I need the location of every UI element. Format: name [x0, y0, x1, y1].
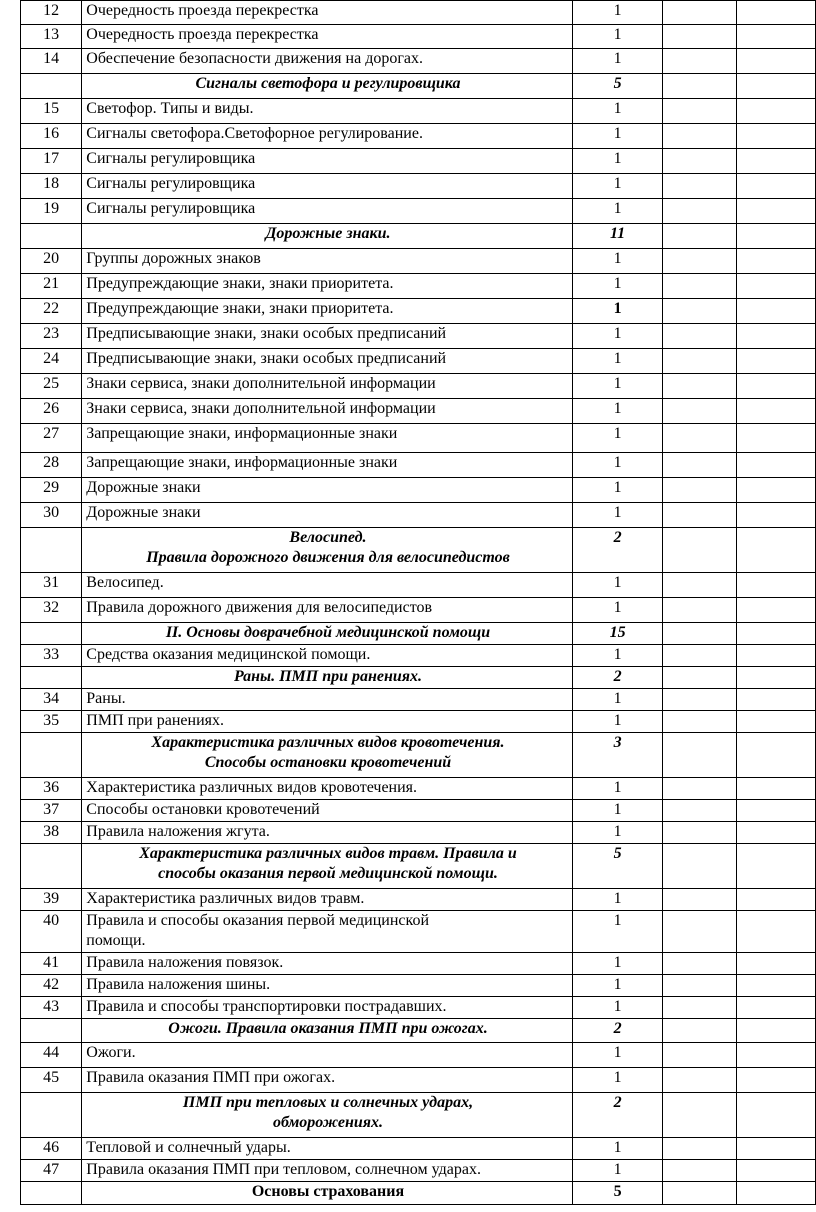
- empty-cell: [737, 503, 816, 528]
- empty-cell: [737, 889, 816, 911]
- empty-cell: [737, 274, 816, 299]
- lesson-title: Знаки сервиса, знаки дополнительной информации: [82, 374, 572, 399]
- lesson-number: 29: [21, 478, 82, 503]
- empty-cell: [737, 689, 816, 711]
- hours-count: 1: [572, 249, 663, 274]
- empty-cell: [737, 174, 816, 199]
- hours-count: 1: [572, 711, 663, 733]
- empty-cell: [663, 199, 737, 224]
- hours-count: 1: [572, 911, 663, 953]
- empty-cell: [663, 374, 737, 399]
- empty-cell: [663, 25, 737, 49]
- table-row: [21, 453, 816, 478]
- section-row: [21, 667, 816, 689]
- empty-cell: [737, 800, 816, 822]
- hours-count: 1: [572, 778, 663, 800]
- empty-cell: [663, 1068, 737, 1093]
- table-body: [21, 1, 816, 1205]
- lesson-number: 39: [21, 889, 82, 911]
- hours-count: 2: [572, 1019, 663, 1043]
- hours-count: 1: [572, 99, 663, 124]
- empty-cell: [737, 844, 816, 889]
- empty-cell: [737, 623, 816, 645]
- table-row: [21, 1068, 816, 1093]
- lesson-plan-document: [20, 0, 816, 1205]
- hours-count: 15: [572, 623, 663, 645]
- section-row: [21, 844, 816, 889]
- empty-cell: [663, 149, 737, 174]
- lesson-title: Группы дорожных знаков: [82, 249, 572, 274]
- lesson-title: Предупреждающие знаки, знаки приоритета.: [82, 299, 572, 324]
- hours-count: 1: [572, 598, 663, 623]
- empty-cell: [737, 74, 816, 99]
- table-row: [21, 478, 816, 503]
- lesson-number: 17: [21, 149, 82, 174]
- lesson-number: 16: [21, 124, 82, 149]
- empty-cell: [663, 174, 737, 199]
- section-title: Характеристика различных видов кровотечения. Способы остановки кровотечений: [82, 733, 572, 778]
- section-title: Раны. ПМП при ранениях.: [82, 667, 572, 689]
- table-row: [21, 689, 816, 711]
- hours-count: 1: [572, 1138, 663, 1160]
- lesson-title: Дорожные знаки: [82, 503, 572, 528]
- empty-cell: [737, 299, 816, 324]
- table-row: [21, 911, 816, 953]
- empty-cell: [737, 1182, 816, 1205]
- empty-cell: [663, 503, 737, 528]
- empty-cell: [663, 1182, 737, 1205]
- lesson-number: 38: [21, 822, 82, 844]
- table-row: [21, 424, 816, 453]
- empty-cell: [737, 199, 816, 224]
- table-row: [21, 1043, 816, 1068]
- empty-cell: [737, 528, 816, 573]
- table-row: [21, 374, 816, 399]
- empty-cell: [737, 1138, 816, 1160]
- hours-count: 2: [572, 1093, 663, 1138]
- empty-cell: [737, 911, 816, 953]
- lesson-number: 40: [21, 911, 82, 953]
- empty-cell: [663, 822, 737, 844]
- hours-count: 1: [572, 274, 663, 299]
- lesson-number: 14: [21, 49, 82, 74]
- hours-count: 1: [572, 503, 663, 528]
- lesson-number: [21, 623, 82, 645]
- lesson-title: Сигналы регулировщика: [82, 199, 572, 224]
- empty-cell: [737, 1, 816, 25]
- table-row: [21, 800, 816, 822]
- empty-cell: [663, 324, 737, 349]
- hours-count: 11: [572, 224, 663, 249]
- table-row: [21, 249, 816, 274]
- lesson-number: 44: [21, 1043, 82, 1068]
- table-row: [21, 711, 816, 733]
- section-row: [21, 224, 816, 249]
- empty-cell: [663, 299, 737, 324]
- lesson-number: 37: [21, 800, 82, 822]
- hours-count: 1: [572, 953, 663, 975]
- section-title: II. Основы доврачебной медицинской помощи: [82, 623, 572, 645]
- table-row: [21, 1138, 816, 1160]
- empty-cell: [663, 1138, 737, 1160]
- lesson-number: 19: [21, 199, 82, 224]
- section-row: [21, 733, 816, 778]
- lesson-title: Средства оказания медицинской помощи.: [82, 645, 572, 667]
- hours-count: 1: [572, 299, 663, 324]
- empty-cell: [663, 889, 737, 911]
- lesson-plan-table: [20, 0, 816, 1205]
- table-row: [21, 274, 816, 299]
- empty-cell: [737, 645, 816, 667]
- lesson-title: Способы остановки кровотечений: [82, 800, 572, 822]
- empty-cell: [663, 645, 737, 667]
- hours-count: 1: [572, 573, 663, 598]
- hours-count: 1: [572, 997, 663, 1019]
- table-row: [21, 174, 816, 199]
- table-row: [21, 503, 816, 528]
- lesson-number: 23: [21, 324, 82, 349]
- hours-count: 5: [572, 844, 663, 889]
- lesson-title: Предупреждающие знаки, знаки приоритета.: [82, 274, 572, 299]
- lesson-number: [21, 1019, 82, 1043]
- lesson-title: Запрещающие знаки, информационные знаки: [82, 453, 572, 478]
- hours-count: 1: [572, 478, 663, 503]
- lesson-title: Сигналы регулировщика: [82, 174, 572, 199]
- empty-cell: [737, 249, 816, 274]
- empty-cell: [663, 1093, 737, 1138]
- section-title: Характеристика различных видов травм. Правила и способы оказания первой медицинской помощи.: [82, 844, 572, 889]
- empty-cell: [737, 399, 816, 424]
- lesson-number: [21, 74, 82, 99]
- empty-cell: [737, 424, 816, 453]
- table-row: [21, 324, 816, 349]
- table-row: [21, 124, 816, 149]
- lesson-title: Знаки сервиса, знаки дополнительной информации: [82, 399, 572, 424]
- empty-cell: [737, 25, 816, 49]
- empty-cell: [737, 667, 816, 689]
- empty-cell: [737, 453, 816, 478]
- lesson-number: 18: [21, 174, 82, 199]
- hours-count: 3: [572, 733, 663, 778]
- table-row: [21, 299, 816, 324]
- empty-cell: [737, 573, 816, 598]
- lesson-title: ПМП при ранениях.: [82, 711, 572, 733]
- lesson-title: Правила оказания ПМП при тепловом, солнечном ударах.: [82, 1160, 572, 1182]
- empty-cell: [737, 1043, 816, 1068]
- lesson-title: Правила наложения шины.: [82, 975, 572, 997]
- empty-cell: [663, 598, 737, 623]
- table-row: [21, 49, 816, 74]
- lesson-number: [21, 1093, 82, 1138]
- hours-count: 1: [572, 399, 663, 424]
- table-row: [21, 822, 816, 844]
- hours-count: 1: [572, 800, 663, 822]
- hours-count: 1: [572, 689, 663, 711]
- empty-cell: [737, 49, 816, 74]
- hours-count: 1: [572, 149, 663, 174]
- lesson-number: [21, 844, 82, 889]
- empty-cell: [737, 1093, 816, 1138]
- lesson-number: 45: [21, 1068, 82, 1093]
- lesson-title: Дорожные знаки: [82, 478, 572, 503]
- lesson-title: Предписывающие знаки, знаки особых предписаний: [82, 349, 572, 374]
- hours-count: 1: [572, 1043, 663, 1068]
- empty-cell: [663, 274, 737, 299]
- table-row: [21, 99, 816, 124]
- empty-cell: [663, 478, 737, 503]
- empty-cell: [737, 1019, 816, 1043]
- table-row: [21, 598, 816, 623]
- empty-cell: [737, 1068, 816, 1093]
- lesson-title: Очередность проезда перекрестка: [82, 25, 572, 49]
- lesson-number: 27: [21, 424, 82, 453]
- lesson-title: Правила дорожного движения для велосипедистов: [82, 598, 572, 623]
- lesson-number: 20: [21, 249, 82, 274]
- lesson-number: 22: [21, 299, 82, 324]
- empty-cell: [737, 374, 816, 399]
- empty-cell: [663, 124, 737, 149]
- empty-cell: [663, 349, 737, 374]
- hours-count: 1: [572, 889, 663, 911]
- lesson-number: 28: [21, 453, 82, 478]
- table-row: [21, 889, 816, 911]
- empty-cell: [737, 99, 816, 124]
- table-row: [21, 199, 816, 224]
- lesson-number: 33: [21, 645, 82, 667]
- lesson-number: 24: [21, 349, 82, 374]
- empty-cell: [663, 778, 737, 800]
- table-row: [21, 975, 816, 997]
- empty-cell: [737, 953, 816, 975]
- lesson-title: Характеристика различных видов травм.: [82, 889, 572, 911]
- section-row: [21, 1093, 816, 1138]
- empty-cell: [737, 733, 816, 778]
- lesson-number: [21, 224, 82, 249]
- empty-cell: [737, 478, 816, 503]
- section-row: [21, 1019, 816, 1043]
- lesson-title: Сигналы светофора.Светофорное регулирование.: [82, 124, 572, 149]
- hours-count: 1: [572, 374, 663, 399]
- empty-cell: [663, 953, 737, 975]
- lesson-number: 12: [21, 1, 82, 25]
- lesson-number: [21, 528, 82, 573]
- hours-count: 1: [572, 324, 663, 349]
- lesson-title: Обеспечение безопасности движения на дорогах.: [82, 49, 572, 74]
- empty-cell: [737, 149, 816, 174]
- empty-cell: [737, 598, 816, 623]
- empty-cell: [663, 224, 737, 249]
- hours-count: 1: [572, 822, 663, 844]
- lesson-title: Запрещающие знаки, информационные знаки: [82, 424, 572, 453]
- empty-cell: [663, 453, 737, 478]
- empty-cell: [737, 822, 816, 844]
- lesson-number: 41: [21, 953, 82, 975]
- empty-cell: [663, 1019, 737, 1043]
- lesson-number: 42: [21, 975, 82, 997]
- lesson-title: Светофор. Типы и виды.: [82, 99, 572, 124]
- table-row: [21, 25, 816, 49]
- table-row: [21, 997, 816, 1019]
- lesson-number: 32: [21, 598, 82, 623]
- lesson-title: Велосипед.: [82, 573, 572, 598]
- lesson-title: Предписывающие знаки, знаки особых предписаний: [82, 324, 572, 349]
- empty-cell: [737, 224, 816, 249]
- lesson-number: 36: [21, 778, 82, 800]
- lesson-number: [21, 667, 82, 689]
- section-row: [21, 623, 816, 645]
- hours-count: 1: [572, 49, 663, 74]
- empty-cell: [737, 975, 816, 997]
- empty-cell: [663, 528, 737, 573]
- empty-cell: [663, 667, 737, 689]
- empty-cell: [663, 711, 737, 733]
- lesson-title: Ожоги.: [82, 1043, 572, 1068]
- empty-cell: [663, 689, 737, 711]
- empty-cell: [663, 249, 737, 274]
- table-row: [21, 953, 816, 975]
- lesson-number: [21, 733, 82, 778]
- empty-cell: [663, 1160, 737, 1182]
- empty-cell: [663, 975, 737, 997]
- lesson-title: Правила и способы оказания первой медицинской помощи.: [82, 911, 572, 953]
- lesson-title: Характеристика различных видов кровотечения.: [82, 778, 572, 800]
- hours-count: 1: [572, 424, 663, 453]
- hours-count: 1: [572, 349, 663, 374]
- lesson-title: Правила и способы транспортировки пострадавших.: [82, 997, 572, 1019]
- lesson-number: 26: [21, 399, 82, 424]
- lesson-number: 31: [21, 573, 82, 598]
- section-row: [21, 528, 816, 573]
- lesson-number: [21, 1182, 82, 1205]
- section-title: Сигналы светофора и регулировщика: [82, 74, 572, 99]
- hours-count: 5: [572, 1182, 663, 1205]
- section-title: Ожоги. Правила оказания ПМП при ожогах.: [82, 1019, 572, 1043]
- empty-cell: [663, 424, 737, 453]
- lesson-title: Правила наложения повязок.: [82, 953, 572, 975]
- hours-count: 1: [572, 1160, 663, 1182]
- empty-cell: [737, 324, 816, 349]
- lesson-number: 30: [21, 503, 82, 528]
- hours-count: 5: [572, 74, 663, 99]
- empty-cell: [663, 399, 737, 424]
- empty-cell: [663, 844, 737, 889]
- empty-cell: [663, 99, 737, 124]
- empty-cell: [663, 74, 737, 99]
- table-row: [21, 399, 816, 424]
- section-row: [21, 1182, 816, 1205]
- table-row: [21, 349, 816, 374]
- lesson-title: Очередность проезда перекрестка: [82, 1, 572, 25]
- empty-cell: [663, 49, 737, 74]
- empty-cell: [663, 911, 737, 953]
- table-row: [21, 645, 816, 667]
- table-row: [21, 149, 816, 174]
- section-title: Дорожные знаки.: [82, 224, 572, 249]
- lesson-number: 15: [21, 99, 82, 124]
- empty-cell: [663, 733, 737, 778]
- hours-count: 1: [572, 25, 663, 49]
- lesson-title: Правила оказания ПМП при ожогах.: [82, 1068, 572, 1093]
- table-row: [21, 1, 816, 25]
- empty-cell: [663, 1, 737, 25]
- empty-cell: [663, 1043, 737, 1068]
- lesson-number: 43: [21, 997, 82, 1019]
- table-row: [21, 573, 816, 598]
- section-row: [21, 74, 816, 99]
- empty-cell: [737, 124, 816, 149]
- hours-count: 1: [572, 174, 663, 199]
- lesson-title: Правила наложения жгута.: [82, 822, 572, 844]
- empty-cell: [737, 997, 816, 1019]
- empty-cell: [737, 711, 816, 733]
- hours-count: 1: [572, 1, 663, 25]
- empty-cell: [663, 623, 737, 645]
- lesson-title: Сигналы регулировщика: [82, 149, 572, 174]
- hours-count: 2: [572, 667, 663, 689]
- section-title: Основы страхования: [82, 1182, 572, 1205]
- lesson-number: 21: [21, 274, 82, 299]
- table-row: [21, 778, 816, 800]
- hours-count: 1: [572, 645, 663, 667]
- empty-cell: [663, 997, 737, 1019]
- empty-cell: [737, 349, 816, 374]
- empty-cell: [737, 778, 816, 800]
- lesson-number: 35: [21, 711, 82, 733]
- hours-count: 2: [572, 528, 663, 573]
- hours-count: 1: [572, 199, 663, 224]
- empty-cell: [663, 800, 737, 822]
- lesson-title: Раны.: [82, 689, 572, 711]
- lesson-number: 47: [21, 1160, 82, 1182]
- hours-count: 1: [572, 975, 663, 997]
- lesson-number: 25: [21, 374, 82, 399]
- hours-count: 1: [572, 124, 663, 149]
- lesson-title: Тепловой и солнечный удары.: [82, 1138, 572, 1160]
- empty-cell: [737, 1160, 816, 1182]
- empty-cell: [663, 573, 737, 598]
- section-title: Велосипед. Правила дорожного движения для велосипедистов: [82, 528, 572, 573]
- section-title: ПМП при тепловых и солнечных ударах, обморожениях.: [82, 1093, 572, 1138]
- lesson-number: 13: [21, 25, 82, 49]
- lesson-number: 46: [21, 1138, 82, 1160]
- hours-count: 1: [572, 453, 663, 478]
- lesson-number: 34: [21, 689, 82, 711]
- hours-count: 1: [572, 1068, 663, 1093]
- table-row: [21, 1160, 816, 1182]
